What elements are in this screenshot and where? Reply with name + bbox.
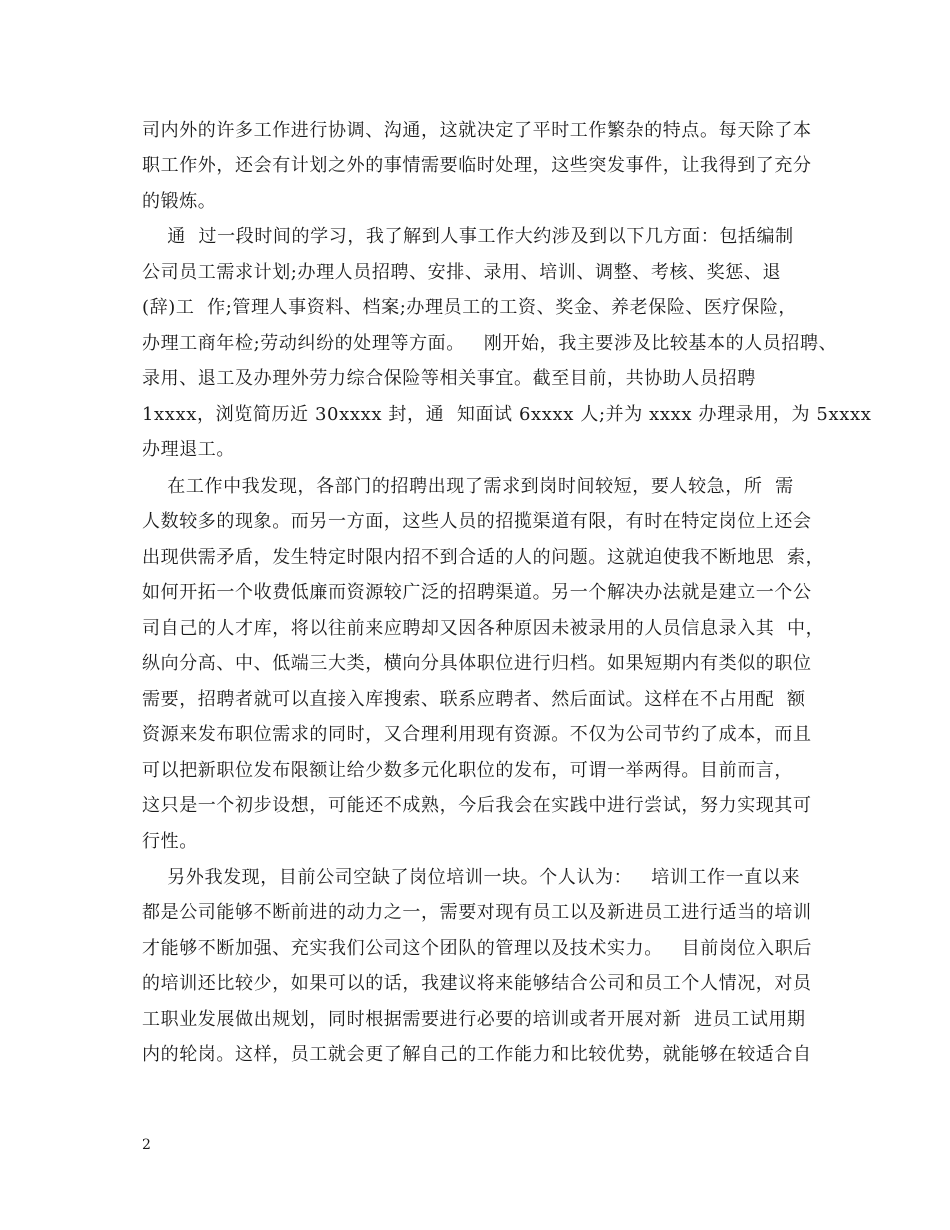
text-line: 录用、退工及办理外劳力综合保险等相关事宜。截至目前，共协助人员招聘: [142, 368, 756, 389]
text-line: 如何开拓一个收费低廉而资源较广泛的招聘渠道。另一个解决办法就是建立一个公: [142, 582, 812, 603]
text-line: 司内外的许多工作进行协调、沟通，这就决定了平时工作繁杂的特点。每天除了本: [142, 120, 812, 141]
text-line: 人数较多的现象。而另一方面，这些人员的招揽渠道有限，有时在特定岗位上还会: [142, 511, 812, 532]
text-line: 办理退工。: [142, 439, 235, 460]
page-number: 2: [142, 1137, 151, 1153]
text-line: 行性。: [142, 831, 198, 852]
text-line: 另外我发现，目前公司空缺了岗位培训一块。个人认为： 培训工作一直以来: [142, 867, 801, 888]
text-line: 职工作外，还会有计划之外的事情需要临时处理，这些突发事件，让我得到了充分: [142, 155, 812, 176]
text-line: 需要，招聘者就可以直接入库搜索、联系应聘者、然后面试。这样在不占用配 额: [142, 689, 806, 710]
text-line: 这只是一个初步设想，可能还不成熟，今后我会在实践中进行尝试，努力实现其可: [142, 795, 812, 816]
text-line: 出现供需矛盾，发生特定时限内招不到合适的人的问题。这就迫使我不断地思 索，: [142, 547, 825, 568]
text-line: 可以把新职位发布限额让给少数多元化职位的发布，可谓一举两得。目前而言，: [142, 760, 793, 781]
text-line: 才能够不断加强、充实我们公司这个团队的管理以及技术实力。 目前岗位入职后: [142, 938, 812, 959]
text-line: (辞)工 作;管理人事资料、档案;办理员工的工资、奖金、养老保险、医疗保险，: [142, 297, 798, 318]
text-line: 通 过一段时间的学习，我了解到人事工作大约涉及到以下几方面：包括编制: [142, 226, 794, 247]
text-line: 的培训还比较少，如果可以的话，我建议将来能够结合公司和员工个人情况，对员: [142, 973, 812, 994]
text-line: 工职业发展做出规划，同时根据需要进行必要的培训或者开展对新 进员工试用期: [142, 1009, 806, 1030]
text-line: 的锻炼。: [142, 191, 217, 212]
text-line: 司自己的人才库，将以往前来应聘却又因各种原因未被录用的人员信息录入其 中，: [142, 618, 825, 639]
text-line: 1xxxx，浏览简历近 30xxxx 封，通 知面试 6xxxx 人;并为 xxxx 办理录用，为 5xxxx: [142, 404, 872, 425]
text-line: 内的轮岗。这样，员工就会更了解自己的工作能力和比较优势，就能够在较适合自: [142, 1044, 812, 1065]
text-line: 在工作中我发现，各部门的招聘出现了需求到岗时间较短，要人较急，所 需: [142, 476, 794, 497]
text-line: 都是公司能够不断前进的动力之一，需要对现有员工以及新进员工进行适当的培训: [142, 902, 812, 923]
text-line: 资源来发布职位需求的同时，又合理利用现有资源。不仅为公司节约了成本，而且: [142, 724, 812, 745]
text-line: 纵向分高、中、低端三大类，横向分具体职位进行归档。如果短期内有类似的职位: [142, 653, 812, 674]
text-line: 办理工商年检;劳动纠纷的处理等方面。 刚开始，我主要涉及比较基本的人员招聘、: [142, 333, 838, 354]
text-line: 公司员工需求计划;办理人员招聘、安排、录用、培训、调整、考核、奖惩、退: [142, 262, 782, 283]
